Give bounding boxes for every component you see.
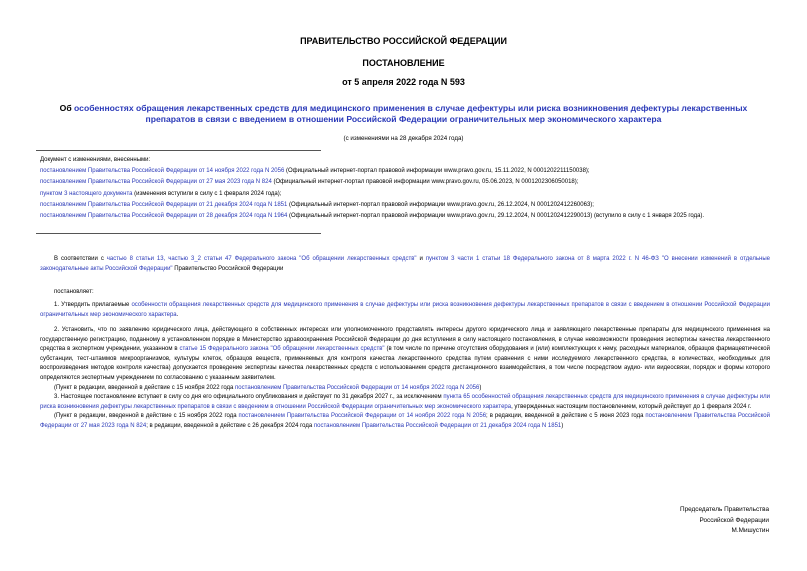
preamble-text: и (416, 256, 426, 262)
amendment-link[interactable]: постановлением Правительства Российской Федерации от 14 ноября 2022 года N 2056 (40, 168, 285, 175)
title-prefix: Об (59, 103, 75, 113)
decree-word (40, 288, 770, 298)
signature-country: Российской Федерации (699, 516, 769, 524)
amendment-item (40, 211, 770, 222)
paragraph-text: . (176, 311, 179, 318)
decree-text: постановляет: (54, 289, 94, 295)
date-number-heading: от 5 апреля 2022 года N 593 (342, 77, 465, 87)
preamble-paragraph (40, 255, 770, 274)
signature-name: М.Мишустин (731, 527, 769, 534)
paragraph-text: , утвержденных настоящим постановлением, который действует до 1 февраля 2024 г. (511, 403, 752, 410)
note-text: (Пункт в редакции, введенной в действие с 15 ноября 2022 года (54, 384, 236, 391)
paragraph-text: (в том числе по причине отсутствия оборудования и (или) комплектующих к нему, расходных материалов, образцов фармацевтической субстанции, тест-штаммов микроорганизмов, культуры клеток, образцов веществ, применяемых для контроля качества лекарственного средства путем сравнения с ними исследуемого лекарственного средства, в количествах, необходимых для воспроизведения методов контроля качества) допускается проведение экспертизы качества лекарственных средств с использованием средств дистанционного взаимодействия, в том числе посредством аудио- или видеосвязи, порядок и формы которого определяются экспертным учреждением по согласованию с указанным заявителем. (40, 346, 770, 381)
paragraph-text: 1. Утвердить прилагаемые (54, 302, 132, 308)
amendment-text: (изменения вступили в силу с 1 февраля 2024 года); (132, 190, 282, 197)
paragraph-text: 3. Настоящее постановление вступает в силу со дня его официального опубликования и действует по 31 декабря 2027 г., за исключением (54, 394, 444, 401)
amendment-text: (Официальный интернет-портал правовой информации www.pravo.gov.ru, 29.12.2024, N 0001202412290013) (вступило в силу с 1 января 2025 года). (287, 213, 705, 220)
paragraph-2 (40, 326, 770, 432)
note-text: ; в редакции, введенной в действие с 26 декабря 2024 года (146, 422, 314, 429)
preamble-text: Правительство Российской Федерации (172, 265, 284, 272)
amendment-note: (с изменениями на 28 декабря 2024 года) (343, 135, 464, 142)
features-link[interactable]: особенности обращения лекарственных средств для медицинского применения в случае дефектуры или риска возникновения дефектуры лекарственных препаратов в связи с введением в отношении Российской Федерации ограничительных мер экономического характера (40, 302, 771, 318)
amendments-intro: Документ с изменениями, внесенными: (40, 157, 151, 163)
amendment-text: (Официальный интернет-портал правовой информации www.pravo.gov.ru, 26.12.2024, N 0001202412260063); (287, 201, 594, 208)
paragraph-text: 2. Установить, что по заявлению юридического лица, действующего в собственных интересах или уполномоченного представлять интересы другого юридического лица и заявляющего лекарственные препараты для медицинского применения на государственную регистрацию, поданному в установленном порядке в Министерство здравоохранения Российской Федерации до дня вступления в силу настоящего постановления, в случае невозможности проведения экспертизы качества лекарственного средства в экспертном учреждении, указанном в (40, 327, 770, 353)
amendment-item (40, 189, 770, 200)
title-link[interactable]: особенностях обращения лекарственных средств для медицинского применения в случае дефектуры или риска возникновения дефектуры лекарственных препаратов в связи с введением в отношении Российской Федерации ограничительных мер экономического характера (74, 103, 748, 124)
amendment-link[interactable]: постановлением Правительства Российской Федерации от 14 ноября 2022 года N 2056 (238, 413, 487, 420)
divider-bottom (36, 233, 321, 234)
amendment-text: (Официальный интернет-портал правовой информации www.pravo.gov.ru, 05.06.2023, N 0001202306050018); (271, 179, 579, 186)
amendment-link[interactable]: постановлением Правительства Российской Федерации от 28 декабря 2024 года N 1964 (40, 213, 288, 220)
doc-type-heading: ПОСТАНОВЛЕНИЕ (362, 58, 445, 68)
law-link[interactable]: частью 8 статьи 13, частью 3_2 статьи 47 Федерального закона "Об обращении лекарственных средств" (106, 256, 417, 262)
signature-block (680, 505, 769, 537)
amendment-link[interactable]: постановлением Правительства Российской Федерации от 14 ноября 2022 года N 2056 (235, 384, 480, 391)
amendment-link[interactable]: постановлением Правительства Российской Федерации от 27 мая 2023 года N 824 (40, 413, 770, 429)
amendments-list (40, 155, 770, 222)
note-text: ) (479, 384, 482, 391)
note-text: ) (561, 422, 564, 429)
article-link[interactable]: статье 15 Федерального закона "Об обращении лекарственных средств" (179, 346, 385, 353)
amendment-link[interactable]: постановлением Правительства Российской Федерации от 21 декабря 2024 года N 1851 (313, 422, 562, 429)
paragraph-1 (40, 301, 770, 320)
amendment-item (40, 200, 770, 211)
amendment-text: (Официальный интернет-портал правовой информации www.pravo.gov.ru, 15.11.2022, N 0001202211150038); (284, 168, 590, 175)
preamble-text: В соответствии с (54, 256, 107, 262)
note-text: (Пункт в редакции, введенной в действие с 15 ноября 2022 года (54, 413, 239, 420)
note-text: ; в редакции, введенной в действие с 5 июня 2023 года (486, 413, 646, 420)
amendment-link[interactable]: пунктом 3 настоящего документа (40, 190, 133, 197)
amendment-link[interactable]: постановлением Правительства Российской Федерации от 21 декабря 2024 года N 1851 (40, 201, 288, 208)
clause-link[interactable]: пункта 65 особенностей обращения лекарственных средств для медицинского применения в случае дефектуры или риска возникновения дефектуры лекарственных препаратов в связи с введением в отношении Российской Федерации ограничительных мер экономического характера (40, 394, 770, 410)
document-title (40, 103, 767, 125)
amendment-item (40, 177, 770, 188)
amendment-link[interactable]: постановлением Правительства Российской Федерации от 27 мая 2023 года N 824 (40, 179, 272, 186)
divider-top (36, 150, 321, 151)
signature-title: Председатель Правительства (680, 506, 769, 513)
amendment-item (40, 166, 770, 177)
law-link[interactable]: пунктом 3 части 1 статьи 18 Федерального закона от 8 марта 2022 г. N 46-ФЗ "О внесении изменений в отдельные законодательные акты Российской Федерации" (40, 256, 771, 272)
government-heading: ПРАВИТЕЛЬСТВО РОССИЙСКОЙ ФЕДЕРАЦИИ (300, 36, 507, 46)
